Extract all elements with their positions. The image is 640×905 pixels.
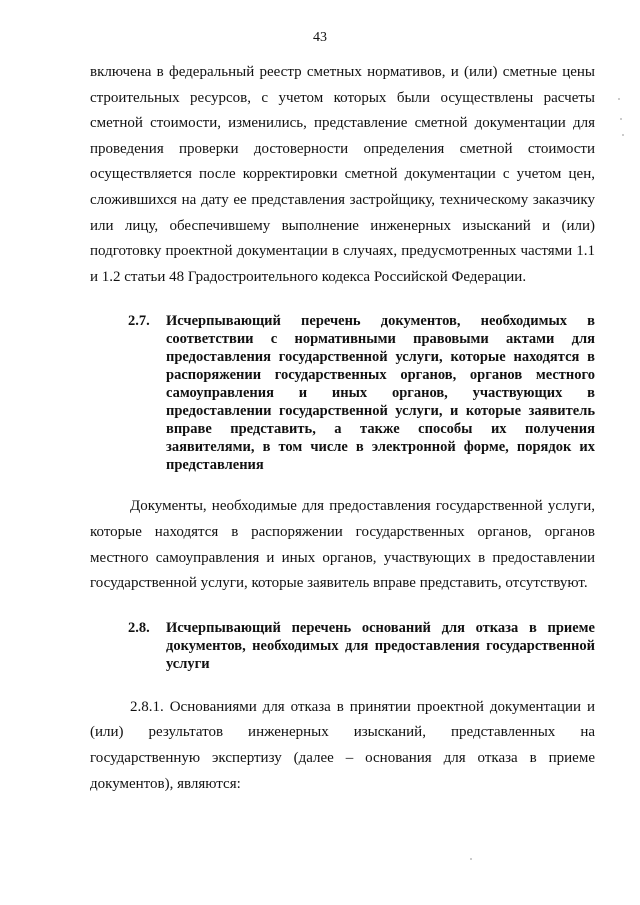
paragraph-continuation: включена в федеральный реестр сметных нормативов, и (или) сметные цены строительных ресурсов, с учетом которых были осуществлены расчеты сметной стоимости, изменились, представление сметной документации для проведения проверки достоверности определения сметной стоимости осуществляется после корректировки сметной документации с учетом цен, сложившихся на дату ее представления застройщику, техническому заказчику или лицу, обеспечившему выполнение инженерных изысканий и (или) подготовку проектной документации в случаях, предусмотренных частями 1.1 и 1.2 статьи 48 Градостроительного кодекса Российской Федерации. [90,64,595,285]
scan-speck [622,134,624,136]
scan-speck [470,858,472,860]
scan-speck [620,118,622,120]
document-body [90,60,595,797]
section-2-8-heading [128,619,595,673]
section-2-7-number: 2.7. [128,313,150,330]
section-2-7-heading [128,312,595,474]
paragraph-documents: Документы, необходимые для предоставления государственной услуги, которые находятся в распоряжении государственных органов, органов местного самоуправления и иных органов, участвующих в предоставлении государственной услуги, которые заявитель вправе представить, отсутствуют. [90,498,595,592]
section-2-7-title: Исчерпывающий перечень документов, необходимых в соответствии с нормативными правовыми актами для предоставления государственной услуги, которые находятся в распоряжении государственных органов, органов местного самоуправления и иных органов, участвующих в предоставлении государственной услуги, и которые заявитель вправе представить, а также способы их получения заявителями, в том числе в электронной форме, порядок их представления [166,313,595,474]
scan-speck [618,98,620,100]
page-number: 43 [313,30,327,45]
section-2-8-title: Исчерпывающий перечень оснований для отказа в приеме документов, необходимых для предоставления государственной услуги [166,619,595,672]
section-2-8-number: 2.8. [128,619,150,636]
paragraph-2-8-1: 2.8.1. Основаниями для отказа в принятии проектной документации и (или) результатов инженерных изысканий, представленных на государственную экспертизу (далее – основания для отказа в приеме документов), являются: [90,698,595,792]
